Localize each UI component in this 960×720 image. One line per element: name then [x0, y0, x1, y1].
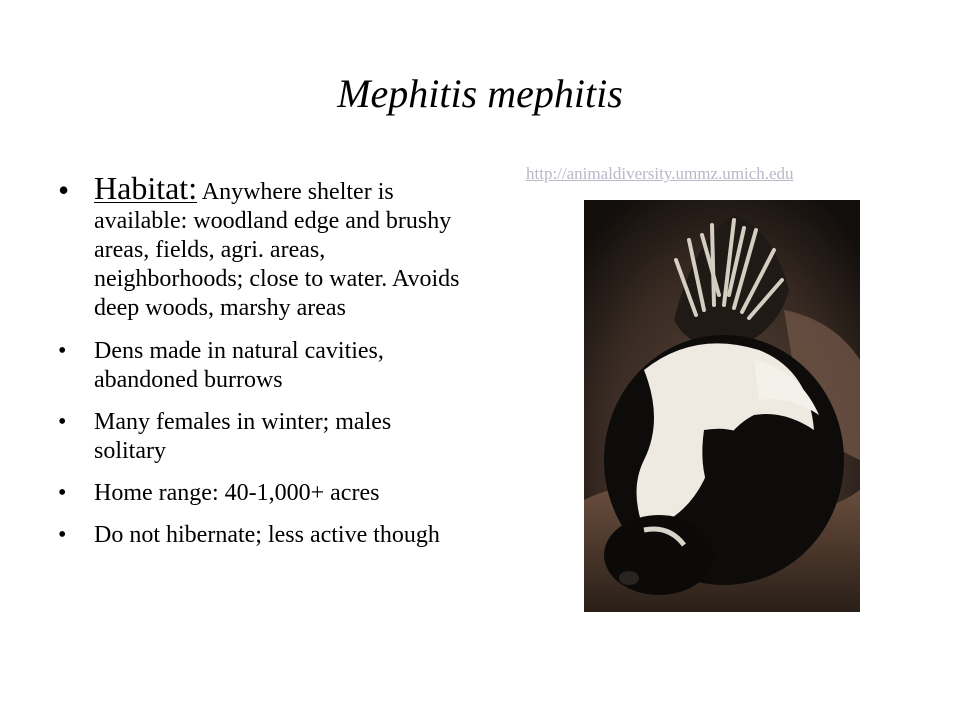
bullet-glyph: •: [58, 409, 67, 435]
skunk-illustration: [584, 200, 860, 612]
bullet-text: Do not hibernate; less active though: [94, 522, 440, 548]
slide-title: Mephitis mephitis: [337, 71, 623, 116]
bullet-glyph: •: [58, 522, 67, 548]
bullet-glyph: •: [58, 338, 67, 364]
habitat-label: Habitat:: [94, 170, 198, 206]
bullet-text: Home range: 40-1,000+ acres: [94, 480, 380, 506]
bullet-list: [58, 170, 468, 563]
bullet-glyph: •: [58, 480, 67, 506]
bullet-text: Dens made in natural cavities, abandoned burrows: [94, 338, 384, 393]
source-link[interactable]: http://animaldiversity.ummz.umich.edu: [526, 164, 794, 183]
bullet-home-range: [58, 479, 468, 508]
bullet-dens: [58, 337, 468, 395]
bullet-winter: [58, 408, 468, 466]
bullet-habitat: [58, 170, 468, 323]
habitat-text: Anywhere shelter is available: woodland edge and brushy areas, fields, agri. areas, neighborhoods; close to water. Avoids deep woods, marshy areas: [94, 179, 460, 321]
bullet-hibernate: [58, 521, 468, 550]
bullet-text: Many females in winter; males solitary: [94, 409, 392, 464]
nose-shape: [619, 571, 639, 585]
bullet-glyph: •: [58, 172, 70, 208]
skunk-photo: [584, 200, 860, 612]
